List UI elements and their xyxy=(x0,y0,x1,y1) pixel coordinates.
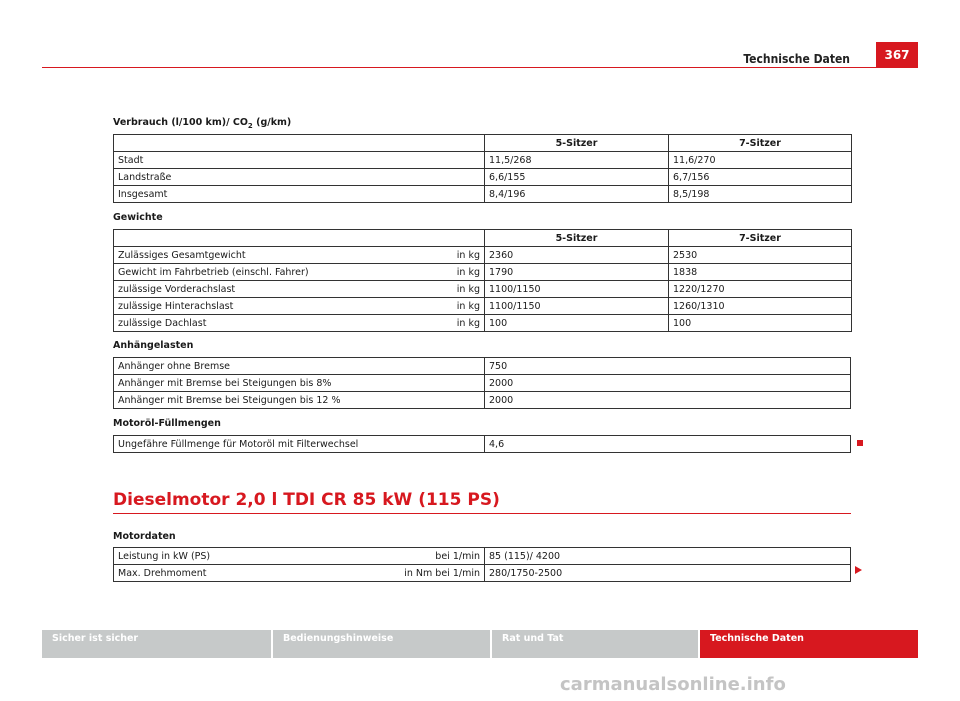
row-label: zulässige Hinterachslast xyxy=(118,300,234,312)
page-number: 367 xyxy=(876,42,918,68)
row-label: Max. Drehmoment xyxy=(118,567,207,579)
value-5-seater: 1100/1150 xyxy=(485,281,669,298)
value-7-seater: 8,5/198 xyxy=(669,186,852,203)
row-value: 750 xyxy=(485,358,851,375)
row-label-cell xyxy=(114,264,485,281)
engine-data-table xyxy=(113,547,851,582)
row-label-cell xyxy=(114,281,485,298)
table-row xyxy=(114,358,851,375)
value-7-seater: 1220/1270 xyxy=(669,281,852,298)
value-7-seater: 100 xyxy=(669,315,852,332)
row-value: 280/1750-2500 xyxy=(485,565,851,582)
value-5-seater: 6,6/155 xyxy=(485,169,669,186)
table-row xyxy=(114,186,852,203)
table-header-cell xyxy=(114,135,485,152)
value-7-seater: 11,6/270 xyxy=(669,152,852,169)
continue-arrow-icon xyxy=(855,566,862,574)
row-label: zulässige Vorderachslast xyxy=(118,283,236,295)
row-label: Anhänger mit Bremse bei Steigungen bis 8% xyxy=(114,375,485,392)
table-row xyxy=(114,264,852,281)
row-label: Insgesamt xyxy=(114,186,485,203)
running-header-title: Technische Daten xyxy=(743,52,850,66)
row-unit: in kg xyxy=(456,317,480,329)
table-row xyxy=(114,247,852,264)
heading-underline xyxy=(113,513,851,514)
row-unit: in kg xyxy=(456,300,480,312)
weights-title: Gewichte xyxy=(113,212,163,223)
row-label-cell xyxy=(114,315,485,332)
row-label: Landstraße xyxy=(114,169,485,186)
value-5-seater: 100 xyxy=(485,315,669,332)
table-row xyxy=(114,281,852,298)
row-label: Stadt xyxy=(114,152,485,169)
table-header-row xyxy=(114,230,852,247)
footer-tab-sicher[interactable]: Sicher ist sicher xyxy=(42,630,271,658)
row-label-cell xyxy=(114,298,485,315)
oil-title: Motoröl-Füllmengen xyxy=(113,418,221,429)
table-header-cell: 5-Sitzer xyxy=(485,230,669,247)
table-header-cell: 7-Sitzer xyxy=(669,230,852,247)
trailer-table xyxy=(113,357,851,409)
footer-tab-bedienung[interactable]: Bedienungshinweise xyxy=(273,630,490,658)
watermark-text: carmanualsonline.info xyxy=(560,674,786,695)
row-label-cell xyxy=(114,565,485,582)
table-header-row xyxy=(114,135,852,152)
value-5-seater: 1790 xyxy=(485,264,669,281)
footer-nav xyxy=(42,630,918,658)
table-row xyxy=(114,298,852,315)
table-header-cell: 5-Sitzer xyxy=(485,135,669,152)
table-row xyxy=(114,548,851,565)
row-label: zulässige Dachlast xyxy=(118,317,207,329)
table-row xyxy=(114,375,851,392)
table-row xyxy=(114,315,852,332)
row-value: 4,6 xyxy=(485,436,851,453)
table-row xyxy=(114,565,851,582)
value-5-seater: 8,4/196 xyxy=(485,186,669,203)
row-unit: in kg xyxy=(456,266,480,278)
consumption-table xyxy=(113,134,852,203)
weights-table xyxy=(113,229,852,332)
value-5-seater: 11,5/268 xyxy=(485,152,669,169)
row-value: 85 (115)/ 4200 xyxy=(485,548,851,565)
consumption-title: Verbrauch (l/100 km)/ $CO_2$ (g/km) xyxy=(113,117,292,130)
row-label: Ungefähre Füllmenge für Motoröl mit Filterwechsel xyxy=(114,436,485,453)
value-7-seater: 1838 xyxy=(669,264,852,281)
header-divider xyxy=(42,67,918,68)
table-header-cell xyxy=(114,230,485,247)
table-row xyxy=(114,152,852,169)
row-label: Gewicht im Fahrbetrieb (einschl. Fahrer) xyxy=(118,266,309,278)
section-heading: Dieselmotor 2,0 l TDI CR 85 kW (115 PS) xyxy=(113,490,500,510)
table-row xyxy=(114,436,851,453)
row-label-cell xyxy=(114,247,485,264)
footer-tab-technische-daten[interactable]: Technische Daten xyxy=(700,630,918,658)
row-unit: bei 1/min xyxy=(435,550,480,562)
engine-data-title: Motordaten xyxy=(113,531,176,542)
row-label-cell xyxy=(114,548,485,565)
oil-table xyxy=(113,435,851,453)
value-5-seater: 1100/1150 xyxy=(485,298,669,315)
row-label: Anhänger ohne Bremse xyxy=(114,358,485,375)
value-7-seater: 2530 xyxy=(669,247,852,264)
row-label: Anhänger mit Bremse bei Steigungen bis 12 % xyxy=(114,392,485,409)
footer-tab-rat[interactable]: Rat und Tat xyxy=(492,630,698,658)
trailer-title: Anhängelasten xyxy=(113,340,194,351)
table-header-cell: 7-Sitzer xyxy=(669,135,852,152)
value-5-seater: 2360 xyxy=(485,247,669,264)
row-unit: in kg xyxy=(456,249,480,261)
row-value: 2000 xyxy=(485,375,851,392)
table-row xyxy=(114,392,851,409)
section-end-marker xyxy=(857,440,863,446)
value-7-seater: 6,7/156 xyxy=(669,169,852,186)
row-label: Zulässiges Gesamtgewicht xyxy=(118,249,246,261)
row-value: 2000 xyxy=(485,392,851,409)
row-unit: in Nm bei 1/min xyxy=(404,567,480,579)
row-label: Leistung in kW (PS) xyxy=(118,550,211,562)
table-row xyxy=(114,169,852,186)
row-unit: in kg xyxy=(456,283,480,295)
value-7-seater: 1260/1310 xyxy=(669,298,852,315)
